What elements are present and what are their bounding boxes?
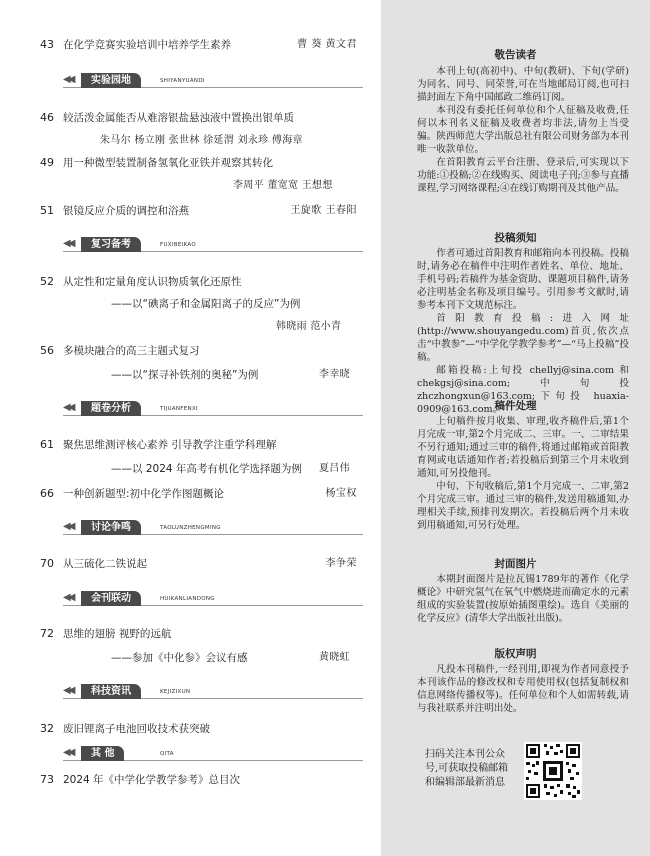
page-number: 61 xyxy=(40,438,54,451)
article-authors: 王旋歌 王春阳 xyxy=(290,205,357,216)
article-authors: 黄晓虹 xyxy=(319,652,350,663)
toc-entry[interactable] xyxy=(40,204,365,218)
article-authors: 朱马尔 杨立刚 张世林 徐延渭 刘永珍 傅海章 xyxy=(100,135,303,146)
page-number: 66 xyxy=(40,487,54,500)
article-subtitle: ——以“碘离子和金属阳离子的反应”为例 xyxy=(111,298,301,310)
section-pinyin: FUXIBEIKAO xyxy=(160,242,196,248)
arrow-icon: ◀◀ xyxy=(63,592,73,603)
notice-title-process: 稿件处理 xyxy=(494,400,537,412)
paragraph: 本刊上旬(高初中)、中旬(教研)、下旬(学研)为同名、同号、同荣誉,可在当地邮局订阅,也可扫描封面左下角中国邮政二维码订阅。 xyxy=(417,66,629,103)
toc-entry[interactable] xyxy=(40,438,365,476)
toc-entry[interactable] xyxy=(40,557,365,571)
section-label: 其 他 xyxy=(81,746,124,761)
article-title: 较活泼金属能否从难溶银盐悬浊液中置换出银单质 xyxy=(63,112,294,124)
section-pinyin: KEJIZIXUN xyxy=(160,689,191,695)
article-title: 2024 年《中学化学教学参考》总目次 xyxy=(63,774,241,786)
page-number: 73 xyxy=(40,773,54,786)
page-number: 51 xyxy=(40,204,54,217)
toc-entry[interactable] xyxy=(40,275,365,333)
section-pinyin: HUIKANLIANDONG xyxy=(160,596,215,602)
arrow-icon: ◀◀ xyxy=(63,521,73,532)
article-title: 银镜反应介质的调控和浴燕 xyxy=(63,205,189,217)
toc-entry[interactable] xyxy=(40,627,365,665)
article-authors: 夏吕伟 xyxy=(319,463,350,474)
article-title: 从定性和定量角度认识物质氧化还原性 xyxy=(63,276,242,288)
arrow-icon: ◀◀ xyxy=(63,74,73,85)
section-header-taolun xyxy=(63,520,363,535)
notice-copyright-text xyxy=(417,663,629,715)
toc-entry[interactable] xyxy=(40,487,365,501)
page-number: 70 xyxy=(40,557,54,570)
paragraph: 作者可通过首阳教育和邮箱向本刊投稿。投稿时,请务必在稿件中注明作者姓名、单位、地址、手机号码;若稿件为基金资助、课题项目稿件,请务必注明基金名称及项目编号。引用参考文献时,请参考本刊下文规范标注。 xyxy=(417,248,629,311)
article-authors: 韩晓雨 范小青 xyxy=(276,321,342,332)
paragraph: 本期封面图片是拉瓦锡1789年的著作《化学概论》中研究氢气在氧气中燃烧进而确定水的元素组成的实验装置(按原始插图重绘)。选自《美丽的化学反应》(清华大学出版社出版)。 xyxy=(417,574,629,624)
article-subtitle: ——以“探寻补铁剂的奥秘”为例 xyxy=(111,369,259,381)
notice-title-copyright: 版权声明 xyxy=(494,648,537,660)
paragraph: 首阳教育投稿:进入网址(http://www.shouyangedu.com)首页,依次点击“中教参”—“中学化学教学参考”—“马上投稿”投稿。 xyxy=(417,313,629,363)
paragraph: 本刊没有委托任何单位和个人征稿及收费,任何以本刊名义征稿及收费者均非法,请勿上当受骗。陕西师范大学出版总社有限公司财务部为本刊唯一收款单位。 xyxy=(417,105,629,155)
paragraph: 在首阳教育云平台注册、登录后,可实现以下功能:①投稿;②在线购买、阅读电子刊;③参与直播课程,学习网络课程;④在线订购期刊及其他产品。 xyxy=(417,157,629,194)
section-header-keji xyxy=(63,684,363,699)
qr-code-icon xyxy=(524,742,582,800)
article-title: 废旧锂离子电池回收技术获突破 xyxy=(63,723,210,735)
section-header-huikan xyxy=(63,591,363,606)
article-title: 用一种微型装置制备氢氧化亚铁并观察其转化 xyxy=(63,157,273,169)
toc-entry[interactable] xyxy=(40,111,365,146)
toc-entry[interactable] xyxy=(40,344,365,382)
page-number: 32 xyxy=(40,722,54,735)
section-header-shiyan xyxy=(63,73,363,88)
paragraph: 邮箱投稿:上旬投 chellyj@sina.com 和 chekgsj@sina.com;中旬投 zhczhongxun@163.com;下旬投 huaxia-0909@163.com。 xyxy=(417,365,629,415)
toc-entry[interactable] xyxy=(40,722,365,736)
article-title: 在化学竞赛实验培训中培养学生素养 xyxy=(63,39,231,51)
notice-readers-text xyxy=(417,65,629,195)
section-pinyin: TAOLUNZHENGMING xyxy=(160,525,221,531)
notice-cover-text xyxy=(417,573,629,625)
section-pinyin: SHIYANYUANDI xyxy=(160,78,205,84)
section-label: 科技资讯 xyxy=(81,684,141,699)
article-title: 从三硫化二铁说起 xyxy=(63,558,147,570)
section-label: 实验园地 xyxy=(81,73,141,88)
arrow-icon: ◀◀ xyxy=(63,747,73,758)
paragraph: 上旬稿件按月收集、审理,收齐稿件后,第1个月完成一审,第2个月完成二、三审。一、二审结果不另行通知;通过三审的稿件,将通过邮箱或首阳教育网或电话通知作者;若投稿后到第三个月未收到通知,可另投他刊。 xyxy=(417,416,629,479)
section-pinyin: TIJUANFENXI xyxy=(160,406,198,412)
paragraph: 中旬、下旬收稿后,第1个月完成一、二审,第2个月完成三审。通过三审的稿件,发送用稿通知,办理相关手续,预排刊发期次。若投稿后两个月未收到用稿通知,可另行处理。 xyxy=(417,481,629,531)
arrow-icon: ◀◀ xyxy=(63,238,73,249)
page-number: 43 xyxy=(40,38,54,51)
article-subtitle: ——以 2024 年高考有机化学选择题为例 xyxy=(111,463,302,475)
paragraph: 凡投本刊稿件,一经刊用,即视为作者同意授予本刊该作品的修改权和专用使用权(包括复制权和信息网络传播权等)。任何单位和个人如需转载,请与我社联系并注明出处。 xyxy=(417,664,629,714)
notice-process-text xyxy=(417,415,629,532)
toc-entry[interactable] xyxy=(40,773,365,787)
section-label: 会刊联动 xyxy=(81,591,141,606)
article-authors: 杨宝权 xyxy=(325,488,357,499)
article-subtitle: ——参加《中化参》会议有感 xyxy=(111,652,248,664)
page-number: 56 xyxy=(40,344,54,357)
section-header-fuxi xyxy=(63,237,363,252)
section-label: 题卷分析 xyxy=(81,401,141,416)
qr-caption: 扫码关注本刊公众号,可获取投稿邮箱和编辑部最新消息 xyxy=(425,749,509,788)
page-number: 72 xyxy=(40,627,54,640)
toc-entry[interactable] xyxy=(40,156,365,191)
notice-panel xyxy=(381,0,650,856)
article-title: 聚焦思维测评核心素养 引导教学注重学科理解 xyxy=(63,439,277,451)
article-title: 思维的翅膀 视野的远航 xyxy=(63,628,172,640)
notice-title-submit: 投稿须知 xyxy=(494,232,537,244)
section-header-qita xyxy=(63,746,363,761)
arrow-icon: ◀◀ xyxy=(63,402,73,413)
article-authors: 李争荣 xyxy=(325,558,357,569)
qr-code[interactable] xyxy=(524,742,582,800)
article-title: 多模块融合的高三主题式复习 xyxy=(63,345,200,357)
section-pinyin: QITA xyxy=(160,751,174,757)
page-number: 46 xyxy=(40,111,54,124)
toc-entry[interactable] xyxy=(40,38,365,52)
section-label: 复习备考 xyxy=(81,237,141,252)
notice-submit-text xyxy=(417,247,629,416)
page-number: 49 xyxy=(40,156,54,169)
page-number: 52 xyxy=(40,275,54,288)
article-title: 一种创新题型:初中化学作图题概论 xyxy=(63,488,225,500)
article-authors: 李幸晓 xyxy=(319,369,350,380)
article-authors: 李周平 董宽宽 王想想 xyxy=(233,180,333,191)
notice-title-readers: 敬告读者 xyxy=(494,49,537,61)
article-authors: 曹 葵 黄文君 xyxy=(297,39,357,50)
section-header-tijuan xyxy=(63,401,363,416)
section-label: 讨论争鸣 xyxy=(81,520,141,535)
arrow-icon: ◀◀ xyxy=(63,685,73,696)
notice-title-cover: 封面图片 xyxy=(494,558,537,570)
